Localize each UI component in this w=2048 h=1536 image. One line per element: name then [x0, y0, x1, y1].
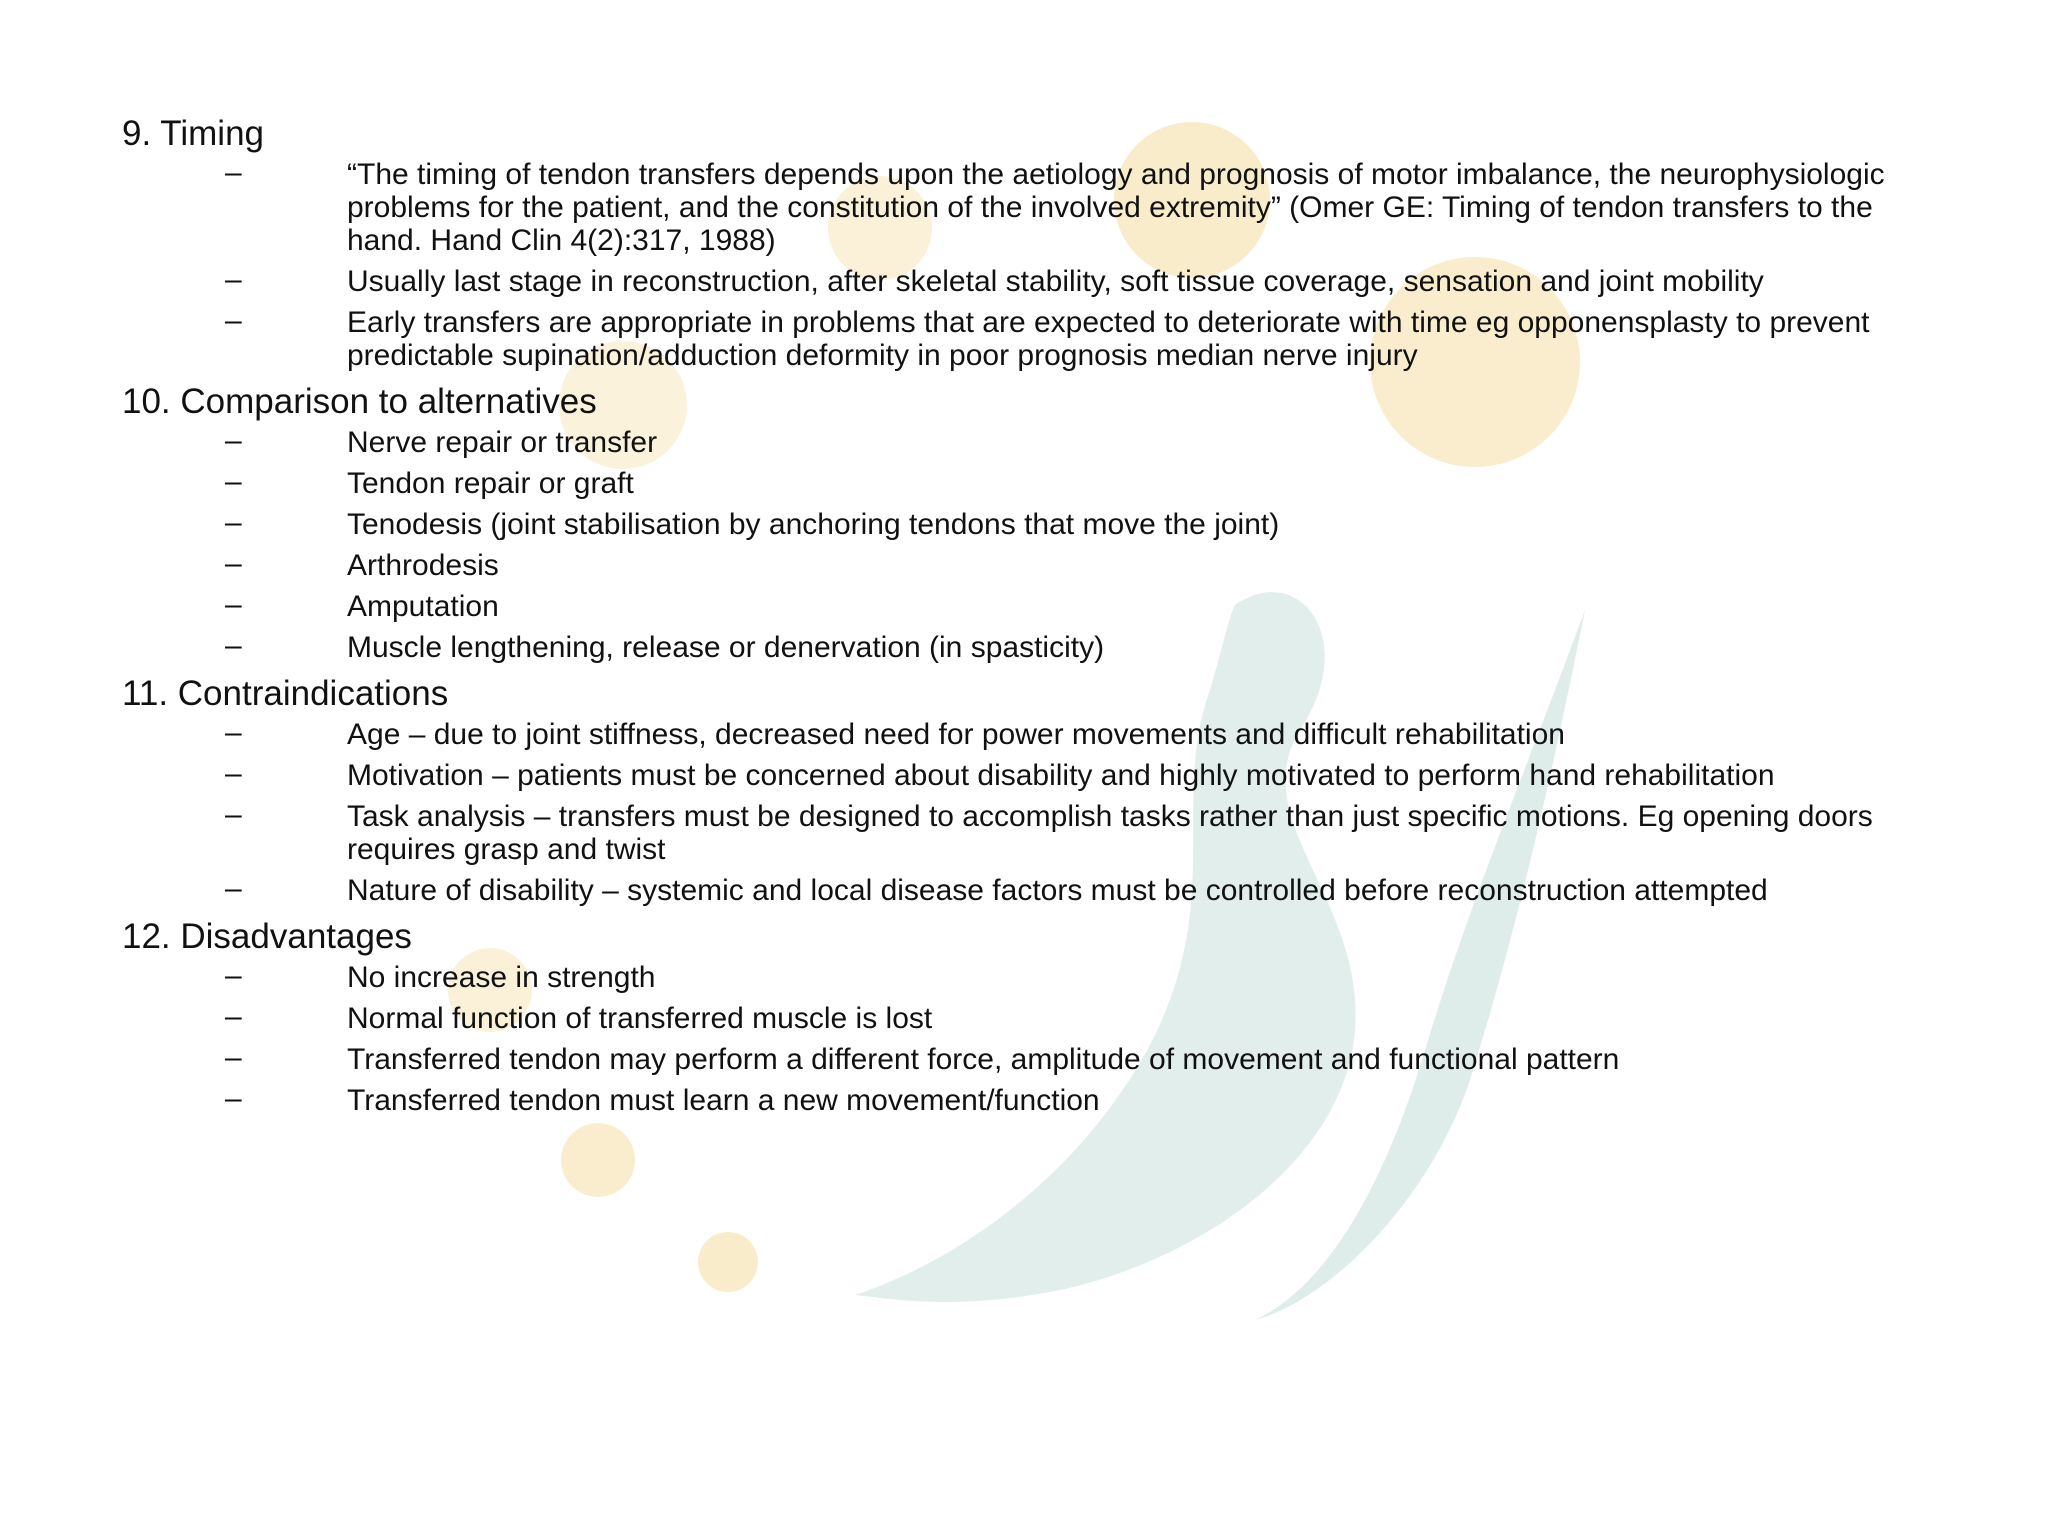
dash-bullet-icon: –: [225, 757, 242, 790]
list-item-text: Muscle lengthening, release or denervation (in spasticity): [347, 631, 1105, 664]
watermark-dot: [561, 1123, 635, 1197]
section-item-list: [122, 961, 1942, 1117]
list-item: [122, 158, 1942, 257]
list-item: [122, 1084, 1942, 1117]
list-item-text: Normal function of transferred muscle is lost: [347, 1002, 933, 1035]
list-item-text: Age – due to joint stiffness, decreased need for power movements and difficult rehabilitation: [347, 718, 1565, 751]
list-item-text: “The timing of tendon transfers depends upon the aetiology and prognosis of motor imbalance, the neurophysiologic problems for the patient, and the constitution of the involved extremity” (Omer GE: Timing of tendon transfers to the hand. Hand Clin 4(2):317, 1988): [347, 158, 1885, 257]
section-contraindications: [122, 672, 1942, 907]
section-item-list: [122, 718, 1942, 907]
section-heading: 9. Timing: [122, 114, 264, 153]
list-item-text: Motivation – patients must be concerned about disability and highly motivated to perform hand rehabilitation: [347, 759, 1775, 792]
list-item: [122, 508, 1942, 541]
dash-bullet-icon: –: [225, 1000, 242, 1033]
list-item-text: Nerve repair or transfer: [347, 426, 658, 459]
section-heading: 12. Disadvantages: [122, 917, 412, 956]
section-item-list: [122, 158, 1942, 372]
dash-bullet-icon: –: [225, 424, 242, 457]
section-heading: 11. Contraindications: [122, 674, 449, 713]
dash-bullet-icon: –: [225, 629, 242, 662]
list-item: [122, 426, 1942, 459]
dash-bullet-icon: –: [225, 1041, 242, 1074]
list-item-text: Tenodesis (joint stabilisation by anchoring tendons that move the joint): [347, 508, 1280, 541]
list-item: [122, 800, 1942, 866]
list-item: [122, 265, 1942, 298]
watermark-dot: [698, 1232, 758, 1292]
dash-bullet-icon: –: [225, 798, 242, 831]
list-item: [122, 631, 1942, 664]
list-item: [122, 590, 1942, 623]
dash-bullet-icon: –: [225, 716, 242, 749]
list-item-text: Amputation: [347, 590, 499, 623]
list-item: [122, 874, 1942, 907]
list-item: [122, 306, 1942, 372]
dash-bullet-icon: –: [225, 506, 242, 539]
list-item: [122, 467, 1942, 500]
list-item-text: Arthrodesis: [347, 549, 499, 582]
section-disadvantages: [122, 915, 1942, 1117]
dash-bullet-icon: –: [225, 588, 242, 621]
list-item-text: Usually last stage in reconstruction, after skeletal stability, soft tissue coverage, sensation and joint mobility: [347, 265, 1764, 298]
list-item-text: Transferred tendon may perform a different force, amplitude of movement and functional pattern: [347, 1043, 1620, 1076]
slide-content: [122, 112, 1942, 1125]
list-item-text: Nature of disability – systemic and local disease factors must be controlled before reconstruction attempted: [347, 874, 1768, 907]
section-comparison: [122, 380, 1942, 664]
list-item: [122, 1002, 1942, 1035]
list-item: [122, 549, 1942, 582]
dash-bullet-icon: –: [225, 959, 242, 992]
dash-bullet-icon: –: [225, 872, 242, 905]
list-item-text: Tendon repair or graft: [347, 467, 634, 500]
dash-bullet-icon: –: [225, 465, 242, 498]
list-item-text: Task analysis – transfers must be designed to accomplish tasks rather than just specific motions. Eg opening doors requires grasp and twist: [347, 800, 1873, 866]
list-item: [122, 1043, 1942, 1076]
dash-bullet-icon: –: [225, 1082, 242, 1115]
dash-bullet-icon: –: [225, 263, 242, 296]
dash-bullet-icon: –: [225, 547, 242, 580]
dash-bullet-icon: –: [225, 156, 242, 189]
list-item: [122, 961, 1942, 994]
list-item-text: Early transfers are appropriate in problems that are expected to deteriorate with time eg opponensplasty to prevent predictable supination/adduction deformity in poor prognosis median nerve injury: [347, 306, 1870, 372]
dash-bullet-icon: –: [225, 304, 242, 337]
list-item: [122, 718, 1942, 751]
list-item: [122, 759, 1942, 792]
list-item-text: Transferred tendon must learn a new movement/function: [347, 1084, 1100, 1117]
section-item-list: [122, 426, 1942, 664]
section-heading: 10. Comparison to alternatives: [122, 382, 597, 421]
list-item-text: No increase in strength: [347, 961, 656, 994]
section-timing: [122, 112, 1942, 372]
